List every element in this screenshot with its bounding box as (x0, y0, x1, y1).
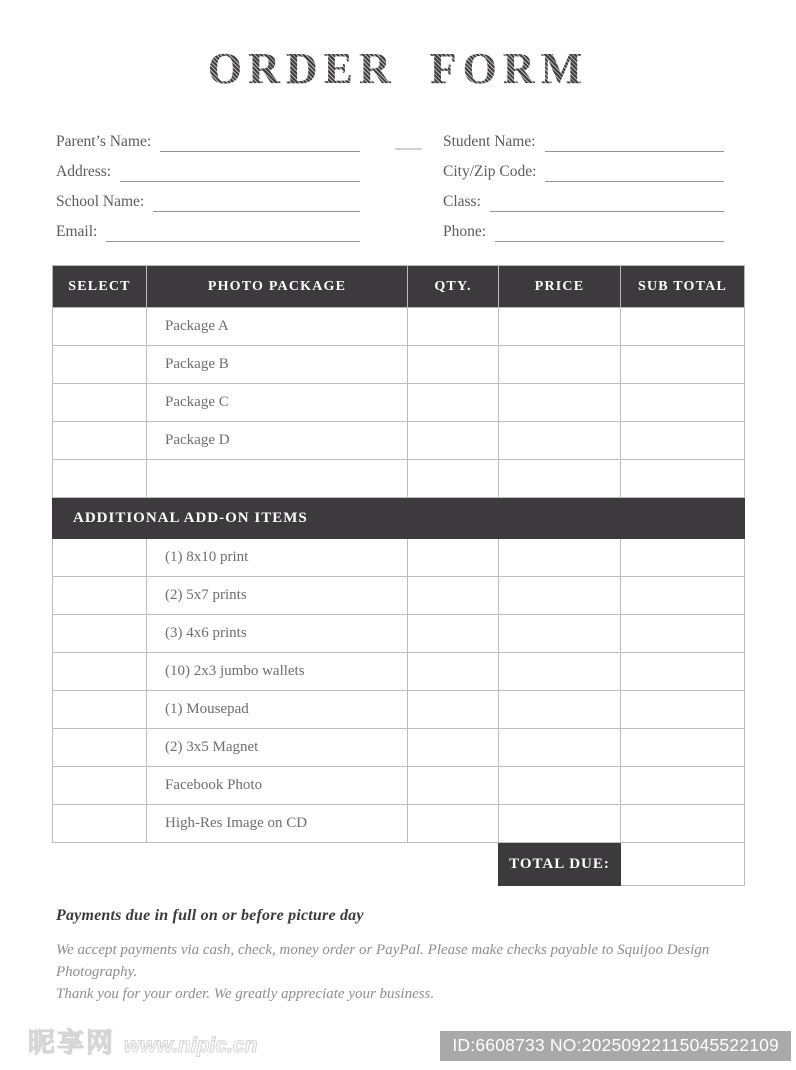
select-cell[interactable] (53, 539, 147, 577)
contact-right-column (443, 122, 724, 242)
qty-cell[interactable] (408, 729, 499, 767)
field-student-name (443, 122, 724, 152)
subtotal-cell[interactable] (621, 729, 745, 767)
field-city-zip (443, 152, 724, 182)
class-label: Class: (443, 193, 481, 211)
watermark-id-badge: ID:6608733 NO:20250922115045522109 (440, 1031, 791, 1061)
qty-cell[interactable] (408, 691, 499, 729)
field-phone (443, 212, 724, 242)
price-cell[interactable] (499, 422, 621, 460)
email-label: Email: (56, 223, 98, 241)
table-row (53, 460, 745, 498)
qty-cell[interactable] (408, 346, 499, 384)
nipic-site-name: 昵享网 (28, 1028, 115, 1058)
address-label: Address: (56, 163, 112, 181)
payment-thanks-line2: Thank you for your order. We greatly appreciate your business. (56, 985, 435, 1002)
addon-name-cell: (3) 4x6 prints (147, 615, 408, 653)
city-zip-input[interactable] (545, 162, 724, 182)
field-school-name (56, 182, 360, 212)
package-name-cell: Package C (147, 384, 408, 422)
price-cell[interactable] (499, 346, 621, 384)
addon-name-cell: (10) 2x3 jumbo wallets (147, 653, 408, 691)
table-row (53, 805, 745, 843)
price-cell[interactable] (499, 308, 621, 346)
subtotal-cell[interactable] (621, 384, 745, 422)
addon-name-cell: High-Res Image on CD (147, 805, 408, 843)
addon-section-header-row (53, 498, 745, 539)
select-cell[interactable] (53, 805, 147, 843)
price-cell[interactable] (499, 653, 621, 691)
total-row-spacer (53, 843, 499, 886)
addon-name-cell: (1) Mousepad (147, 691, 408, 729)
qty-cell[interactable] (408, 767, 499, 805)
price-cell[interactable] (499, 577, 621, 615)
addon-name-cell: (2) 3x5 Magnet (147, 729, 408, 767)
subtotal-cell[interactable] (621, 805, 745, 843)
subtotal-cell[interactable] (621, 767, 745, 805)
subtotal-cell[interactable] (621, 460, 745, 498)
page-title: ORDER FORM (0, 46, 796, 92)
package-name-cell: Package A (147, 308, 408, 346)
phone-input[interactable] (495, 222, 724, 242)
parents-name-label: Parent’s Name: (56, 133, 152, 151)
table-row (53, 767, 745, 805)
total-due-row (53, 843, 745, 886)
addon-name-cell: (1) 8x10 print (147, 539, 408, 577)
qty-cell[interactable] (408, 805, 499, 843)
addon-name-cell: (2) 5x7 prints (147, 577, 408, 615)
nipic-watermark-logo (28, 1021, 257, 1060)
select-cell[interactable] (53, 767, 147, 805)
price-cell[interactable] (499, 729, 621, 767)
table-row (53, 577, 745, 615)
package-name-cell (147, 460, 408, 498)
select-cell[interactable] (53, 615, 147, 653)
qty-cell[interactable] (408, 615, 499, 653)
title-underline-mark (395, 148, 422, 150)
header-photo-package: PHOTO PACKAGE (147, 266, 408, 308)
address-input[interactable] (120, 162, 360, 182)
school-name-input[interactable] (153, 192, 360, 212)
price-cell[interactable] (499, 691, 621, 729)
subtotal-cell[interactable] (621, 691, 745, 729)
qty-cell[interactable] (408, 653, 499, 691)
select-cell[interactable] (53, 577, 147, 615)
city-zip-label: City/Zip Code: (443, 163, 537, 181)
subtotal-cell[interactable] (621, 577, 745, 615)
select-cell[interactable] (53, 691, 147, 729)
header-qty: QTY. (408, 266, 499, 308)
select-cell[interactable] (53, 384, 147, 422)
subtotal-cell[interactable] (621, 422, 745, 460)
school-name-label: School Name: (56, 193, 145, 211)
price-cell[interactable] (499, 767, 621, 805)
student-name-label: Student Name: (443, 133, 536, 151)
header-select: SELECT (53, 266, 147, 308)
qty-cell[interactable] (408, 577, 499, 615)
table-row (53, 691, 745, 729)
phone-label: Phone: (443, 223, 487, 241)
total-due-label: TOTAL DUE: (499, 843, 621, 886)
addon-section-title: ADDITIONAL ADD-ON ITEMS (53, 498, 745, 539)
payment-methods-line1: We accept payments via cash, check, money order or PayPal. Please make checks payable to Squijoo Design Photography. (56, 942, 710, 980)
package-name-cell: Package B (147, 346, 408, 384)
subtotal-cell[interactable] (621, 308, 745, 346)
student-name-input[interactable] (545, 132, 724, 152)
qty-cell[interactable] (408, 460, 499, 498)
price-cell[interactable] (499, 805, 621, 843)
nipic-site-url: www.nipic.cn (124, 1034, 258, 1057)
price-cell[interactable] (499, 615, 621, 653)
table-row (53, 308, 745, 346)
footer-notes (56, 907, 744, 1005)
table-row (53, 539, 745, 577)
select-cell[interactable] (53, 346, 147, 384)
field-email (56, 212, 360, 242)
header-price: PRICE (499, 266, 621, 308)
email-input[interactable] (106, 222, 360, 242)
select-cell[interactable] (53, 729, 147, 767)
addon-name-cell: Facebook Photo (147, 767, 408, 805)
field-address (56, 152, 360, 182)
subtotal-cell[interactable] (621, 615, 745, 653)
subtotal-cell[interactable] (621, 653, 745, 691)
price-cell[interactable] (499, 384, 621, 422)
order-table (52, 265, 745, 886)
select-cell[interactable] (53, 653, 147, 691)
price-cell[interactable] (499, 539, 621, 577)
contact-left-column (56, 122, 360, 242)
header-sub-total: SUB TOTAL (621, 266, 745, 308)
qty-cell[interactable] (408, 422, 499, 460)
table-row (53, 615, 745, 653)
table-row (53, 653, 745, 691)
select-cell[interactable] (53, 308, 147, 346)
qty-cell[interactable] (408, 308, 499, 346)
contact-fields-section (56, 122, 796, 242)
parents-name-input[interactable] (160, 132, 360, 152)
class-input[interactable] (490, 192, 724, 212)
field-class (443, 182, 724, 212)
select-cell[interactable] (53, 422, 147, 460)
payment-deadline-note: Payments due in full on or before picture day (56, 907, 364, 925)
order-form-document (0, 46, 796, 1070)
table-header-row (53, 266, 745, 308)
field-parents-name (56, 122, 360, 152)
qty-cell[interactable] (408, 539, 499, 577)
table-row (53, 346, 745, 384)
package-name-cell: Package D (147, 422, 408, 460)
total-due-value-cell[interactable] (621, 843, 745, 886)
qty-cell[interactable] (408, 384, 499, 422)
table-row (53, 422, 745, 460)
table-row (53, 384, 745, 422)
select-cell[interactable] (53, 460, 147, 498)
subtotal-cell[interactable] (621, 539, 745, 577)
table-row (53, 729, 745, 767)
subtotal-cell[interactable] (621, 346, 745, 384)
price-cell[interactable] (499, 460, 621, 498)
payment-methods-note (56, 940, 744, 1005)
